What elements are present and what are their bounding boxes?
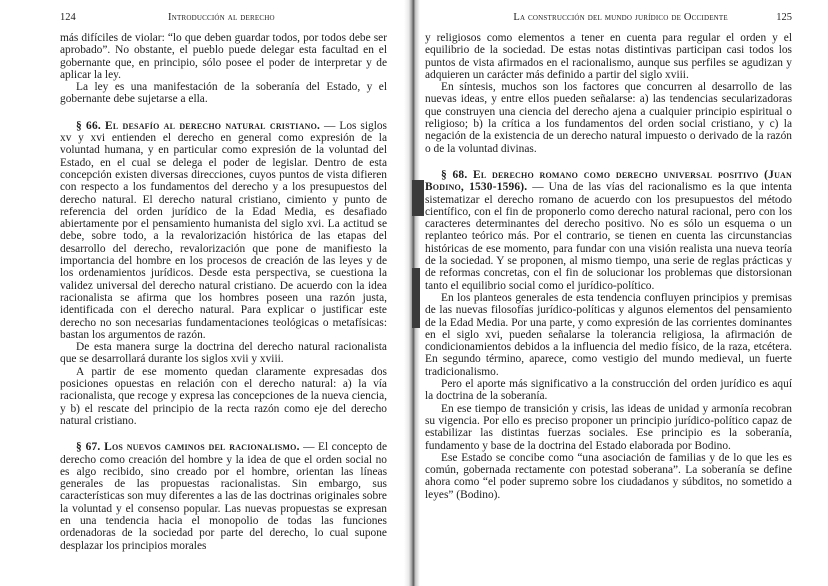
running-head: La construcción del mundo jurídico de Occidente: [513, 12, 728, 23]
page-header: [60, 11, 387, 25]
section-heading: [76, 120, 320, 132]
right-page: [412, 0, 828, 586]
paragraph: En síntesis, muchos son los factores que concurren al desarrollo de las nuevas ideas, y entre ellos pueden señalarse: a) las tendencias secularizadoras que construyen una ciencia del derecho ajena a cualquier principio espiritual o religioso; b) la crítica a los fundamentos del orden social cristiano, y c) la negación de la existencia de un derecho natural impuesto o derivado de la razón o de la voluntad divinas.: [425, 81, 792, 155]
section-number: § 66.: [76, 119, 101, 132]
section-title: Los nuevos caminos del racionalismo.: [104, 441, 300, 454]
page-number: 125: [776, 12, 792, 23]
section-title: El desafío al derecho natural cristiano.: [105, 119, 321, 132]
section-text: — El concepto de derecho como creación del hombre y la idea de que el orden social no es algo recibido, sino creado por el hombre, orientan las líneas generales de las propuestas racionalistas. Sin embargo, sus características son muy diferentes a las de las doctrinas originales sobre la voluntad y el consenso popular. Las nuevas propuestas se expresan en una tendencia hacia el monopolio de todas las funciones ordenadoras de la sociedad por parte del derecho, lo cual supone desplazar los principios morales: [60, 441, 388, 552]
section-67: [60, 441, 387, 552]
left-page: [0, 0, 411, 586]
section-paragraph: [60, 441, 387, 552]
page-number: 124: [60, 12, 76, 23]
section-68: [425, 169, 792, 501]
section-number: § 67.: [76, 441, 101, 454]
page-body: [425, 32, 792, 501]
paragraph: y religiosos como elementos a tener en cuenta para regular el orden y el equilibrio de la sociedad. De estas notas distintivas participan casi todos los puntos de vista afirmados en el racionalismo, aunque sus perfiles se agudizan y adquieren un carácter más definido a partir del siglo xviii.: [425, 32, 792, 81]
paragraph: En ese tiempo de transición y crisis, las ideas de unidad y armonía recobran su vigencia. Por ello es preciso proponer un principio jurídico-político capaz de estabilizar las distintas fuerzas sociales. Ese principio es la soberanía, fundamento y base de la doctrina del Estado elaborada por Bodino.: [425, 402, 792, 452]
paragraph: En los planteos generales de esta tendencia confluyen principios y premisas de las nuevas filosofías jurídico-políticas y algunos elementos del pensamiento de la Edad Media. Por una parte, y como expresión de las corrientes dominantes en el siglo xvi, pueden señalarse la tolerancia religiosa, la afirmación de condicionamientos debidos a la influencia del medio físico, de la raza, etcétera. En segundo término, aparece, como vestigio del mundo medieval, un fuerte tradicionalismo.: [425, 291, 792, 378]
paragraph: más difíciles de violar: “lo que deben guardar todos, por todos debe ser aprobado”. No obstante, el pueblo puede delegar esta facultad en el gobernante que, en principio, sólo posee el poder de interpretar y de aplicar la ley.: [60, 32, 387, 81]
section-text: — Una de las vías del racionalismo es la que intenta sistematizar el derecho romano de acuerdo con los presupuestos del método científico, con el fin de proponerlo como derecho natural racional, pero con los caracteres determinantes del derecho positivo. No es sólo un esquema o un replanteo teórico más. Por el contrario, se tienen en cuenta las circunstancias históricas de ese momento, para fundar con una visión realista una nueva teoría de la sociedad. Y se proponen, al mismo tiempo, una serie de reglas prácticas y de reformas concretas, con el fin de solucionar los problemas que distorsionan tanto el equilibrio social como el jurídico-político.: [425, 181, 792, 292]
section-66: [60, 120, 387, 427]
page-header: [425, 11, 792, 25]
page-body: [60, 32, 387, 552]
paragraph: De esta manera surge la doctrina del derecho natural racionalista que se desarrollará durante los siglos xvii y xviii.: [60, 341, 387, 366]
section-title: El derecho romano como derecho universal positivo (Juan Bodino, 1530-1596).: [425, 168, 792, 194]
paragraph: Ese Estado se concibe como “una asociación de familias y de lo que les es común, gobernada rectamente con potestad soberana”. La soberanía se define ahora como “el poder supremo sobre los ciudadanos y súbditos, no sometido a leyes” (Bodino).: [425, 451, 792, 501]
running-head: Introducción al derecho: [168, 12, 275, 23]
section-paragraph: [60, 120, 387, 341]
section-text: — Los siglos xv y xvi entienden el derecho en general como expresión de la voluntad humana, y en particular como expresión de la voluntad del Estado, en el cual se delega el poder de legislar. Dentro de esta concepción existen diversas direcciones, cuyos puntos de vista difieren con respecto a los fundamentos del derecho y a los presupuestos del derecho natural. El derecho natural cristiano, cimiento y punto de referencia del orden jurídico de la Edad Media, es desafiado abiertamente por el pensamiento humanista del siglo xvi. La actitud se debe, sobre todo, a la revalorización histórica de las etapas del desarrollo del derecho, revalorización que pone de manifiesto la importancia del hombre en los procesos de creación de las leyes y de los ordenamientos jurídicos. Desde esta perspectiva, se cuestiona la validez universal del derecho natural cristiano. De acuerdo con la idea racionalista se afirma que los hombres poseen una razón justa, identificada con el derecho natural. Para explicar o justificar este derecho no son necesarias fundamentaciones teológicas o metafísicas: bastan los argumentos de razón.: [60, 119, 387, 341]
section-paragraph: [425, 169, 792, 292]
section-heading: [76, 441, 300, 453]
paragraph: A partir de ese momento quedan claramente expresadas dos posiciones opuestas en relación con el derecho natural: a) la vía racionalista, que recoge y expresa las concepciones de la nueva ciencia, y b) el rescate del principio de la recta razón como eje del derecho natural cristiano.: [60, 365, 387, 427]
paragraph: Pero el aporte más significativo a la construcción del orden jurídico es aquí la doctrina de la soberanía.: [425, 378, 792, 403]
paragraph: La ley es una manifestación de la soberanía del Estado, y el gobernante debe sujetarse a ella.: [60, 81, 387, 106]
section-number: § 68.: [441, 168, 468, 181]
